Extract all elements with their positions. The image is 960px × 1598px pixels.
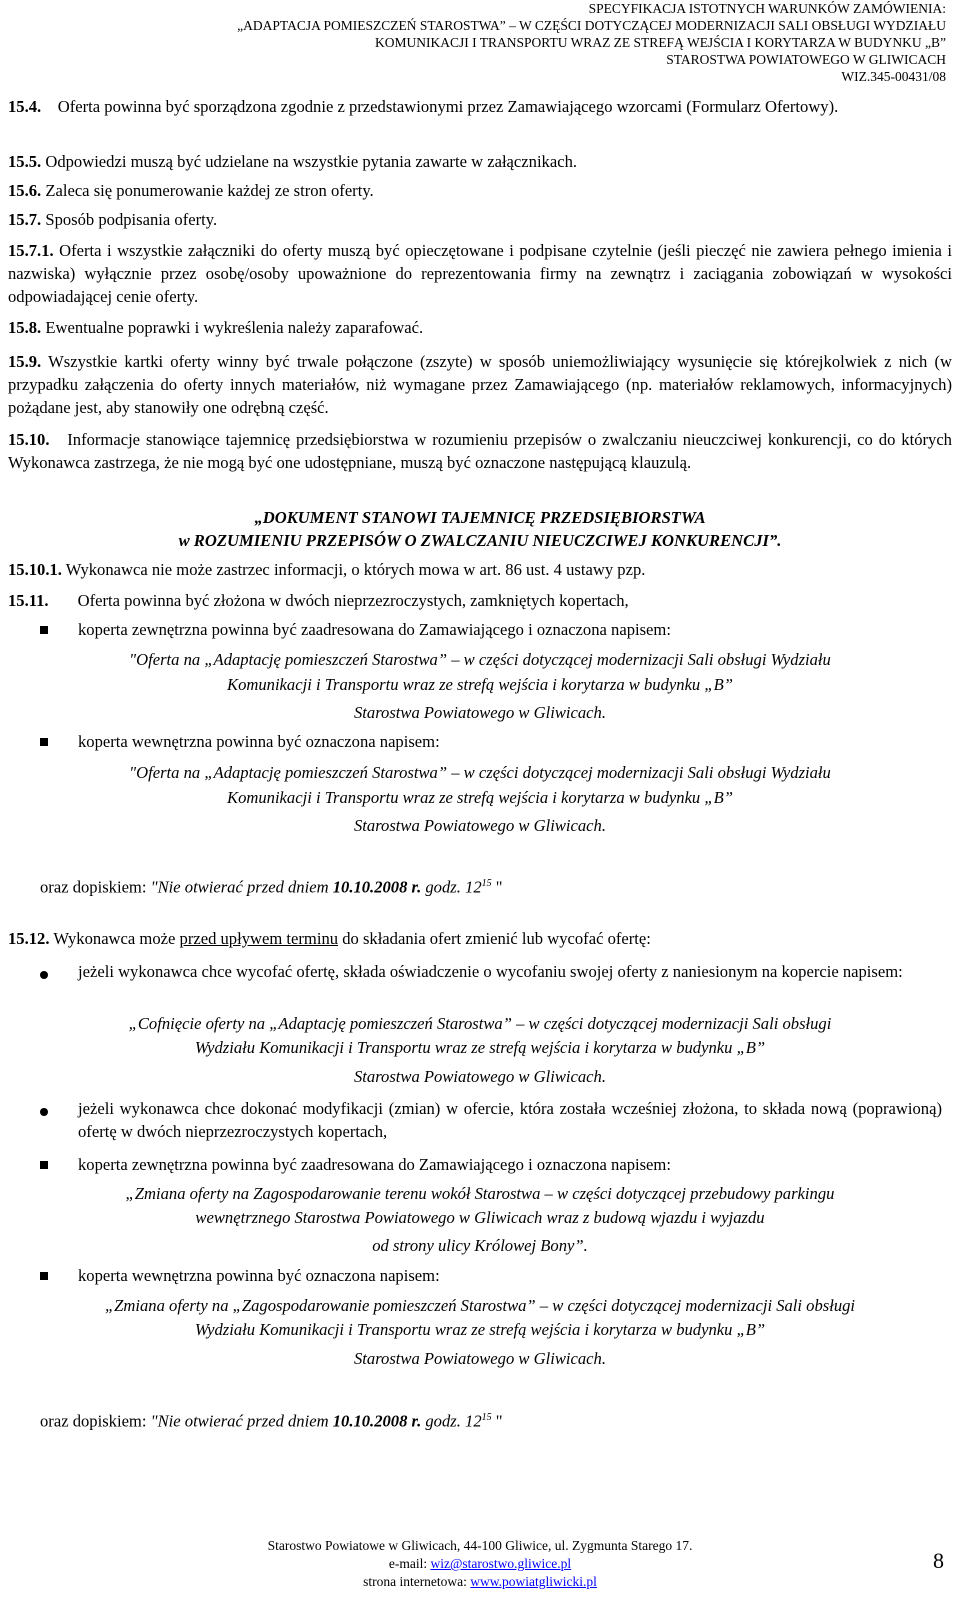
header-line-2: „ADAPTACJA POMIESZCZEŃ STAROSTWA” – W CZĘŚCI DOTYCZĄCEJ MODERNIZACJI SALI OBSŁUGI WYDZIAŁU xyxy=(237,18,946,33)
outer-envelope-line-1: "Oferta na „Adaptację pomieszczeń Starostwa” – w części dotyczącej modernizacji Sali obsługi Wydziału xyxy=(129,650,831,669)
withdraw-label-line-3: Starostwa Powiatowego w Gliwicach. xyxy=(354,1067,606,1086)
section-text: Informacje stanowiące tajemnicę przedsiębiorstwa w rozumieniu przepisów o zwalczaniu nieuczciwej konkurencji, co do których Wykonawca zastrzega, że nie mogą być one udostępniane, muszą być oznaczone następującą klauzulą. xyxy=(8,430,952,472)
section-number: 15.4. xyxy=(8,97,42,116)
modify-offer-item: jeżeli wykonawca chce dokonać modyfikacji (zmian) w ofercie, która została wcześniej złożona, to składa nową (poprawioną) ofertę w dwóch nieprzezroczystych kopertach, xyxy=(78,1099,942,1141)
section-number: 15.7.1. xyxy=(8,241,54,260)
section-number: 15.5. xyxy=(8,152,42,171)
note-prefix: oraz dopiskiem: xyxy=(40,1411,151,1431)
modify-inner-line-1: „Zmiana oferty na „Zagospodarowanie pomieszczeń Starostwa” – w części dotyczącej modernizacji Sali obsługi xyxy=(104,1296,856,1315)
footer-email-link[interactable]: wiz@starostwo.gliwice.pl xyxy=(430,1556,572,1571)
footer-address: Starostwo Powiatowe w Gliwicach, 44-100 Gliwice, ul. Zygmunta Starego 17. xyxy=(267,1538,693,1553)
outer-envelope-label: koperta zewnętrzna powinna być zaadresowana do Zamawiającego i oznaczona napisem: xyxy=(78,620,671,639)
section-15-6 xyxy=(8,179,952,202)
note-end: " xyxy=(491,1411,503,1431)
square-bullet-icon xyxy=(40,1161,48,1169)
note-time: godz. 12 xyxy=(421,1411,482,1431)
header-line-4: STAROSTWA POWIATOWEGO W GLIWICACH xyxy=(666,52,946,67)
section-15-10 xyxy=(8,428,952,474)
section-15-7 xyxy=(8,208,952,231)
section-text: Zaleca się ponumerowanie każdej ze stron oferty. xyxy=(45,181,374,200)
section-15-7-1 xyxy=(8,239,952,308)
section-number: 15.10. xyxy=(8,430,50,449)
header-line-3: KOMUNIKACJI I TRANSPORTU WRAZ ZE STREFĄ WEJŚCIA I KORYTARZA W BUDYNKU „B” xyxy=(374,35,946,50)
section-text: Ewentualne poprawki i wykreślenia należy zaparafować. xyxy=(45,318,424,337)
modify-inner-line-2: Wydziału Komunikacji i Transportu wraz ze strefą wejścia i korytarza w budynku „B” xyxy=(194,1320,766,1339)
modify-outer-line-2: wewnętrznego Starostwa Powiatowego w Gliwicach wraz z budową wjazdu i wyjazdu xyxy=(195,1208,765,1227)
section-text: Wykonawca może xyxy=(53,929,180,948)
section-number: 15.7. xyxy=(8,210,42,229)
note-date: 10.10.2008 r. xyxy=(332,877,422,897)
footer-web-link[interactable]: www.powiatgliwicki.pl xyxy=(470,1574,597,1589)
section-text: Odpowiedzi muszą być udzielane na wszystkie pytania zawarte w załącznikach. xyxy=(45,152,578,171)
section-text: Oferta i wszystkie załączniki do oferty muszą być opieczętowane i podpisane czytelnie (jeśli pieczęć nie zawiera pełnego imienia i nazwiska) wyłącznie przez osobę/osoby upoważnione do reprezentowania firmy na zewnątrz i zaciągania zobowiązań w wysokości odpowiadającej cenie oferty. xyxy=(8,241,952,306)
note-do-not-open-1 xyxy=(40,872,952,899)
section-text: Oferta powinna być sporządzona zgodnie z przedstawionymi przez Zamawiającego wzorcami (Formularz Ofertowy). xyxy=(57,97,839,116)
withdraw-label-line-1: „Cofnięcie oferty na „Adaptację pomieszczeń Starostwa” – w części dotyczącej modernizacji Sali obsługi xyxy=(128,1014,832,1033)
footer-email-line xyxy=(0,1556,960,1572)
header-line-5: WIZ.345-00431/08 xyxy=(841,69,946,84)
section-15-8 xyxy=(8,316,952,339)
section-text: Wszystkie kartki oferty winny być trwale połączone (zszyte) w sposób uniemożliwiający wysunięcie się którejkolwiek z nich (w przypadku załączenia do oferty innych materiałów, niż wymagane przez Zamawiającego (np. materiałów reklamowych, informacyjnych) pożądane jest, aby stanowiły one odrębną część. xyxy=(8,352,952,417)
inner-envelope-line-3: Starostwa Powiatowego w Gliwicach. xyxy=(354,816,606,835)
note-quote: "Nie otwierać przed dniem xyxy=(150,1411,333,1431)
bullet-icon xyxy=(40,1108,48,1116)
inner-envelope-line-2: Komunikacji i Transportu wraz ze strefą wejścia i korytarza w budynku „B” xyxy=(227,788,733,807)
bullet-icon xyxy=(40,971,48,979)
modify-outer-line-3: od strony ulicy Królowej Bony”. xyxy=(372,1236,588,1255)
section-text: Sposób podpisania oferty. xyxy=(45,210,218,229)
section-15-9 xyxy=(8,350,952,419)
section-15-10-1 xyxy=(8,558,952,581)
modify-outer-envelope-label: koperta zewnętrzna powinna być zaadresowana do Zamawiającego i oznaczona napisem: xyxy=(78,1155,671,1174)
page-number: 8 xyxy=(933,1548,944,1573)
modify-outer-line-1: „Zmiana oferty na Zagospodarowanie terenu wokół Starostwa – w części dotyczącej przebudowy parkingu xyxy=(125,1184,835,1203)
section-number: 15.12. xyxy=(8,929,50,948)
inner-envelope-label: koperta wewnętrzna powinna być oznaczona napisem: xyxy=(78,732,440,751)
section-number: 15.11. xyxy=(8,591,49,610)
underlined-text: przed upływem terminu xyxy=(179,929,339,948)
note-prefix: oraz dopiskiem: xyxy=(40,877,151,897)
section-text: Oferta powinna być złożona w dwóch nieprzezroczystych, zamkniętych kopertach, xyxy=(77,591,629,610)
outer-envelope-line-2: Komunikacji i Transportu wraz ze strefą wejścia i korytarza w budynku „B” xyxy=(227,675,733,694)
note-time: godz. 12 xyxy=(421,877,482,897)
section-number: 15.6. xyxy=(8,181,42,200)
modify-inner-line-3: Starostwa Powiatowego w Gliwicach. xyxy=(354,1349,606,1368)
header-line-1: SPECYFIKACJA ISTOTNYCH WARUNKÓW ZAMÓWIENIA: xyxy=(588,1,946,16)
footer-email-label: e-mail: xyxy=(388,1556,431,1571)
footer-web-line xyxy=(0,1574,960,1590)
section-15-4 xyxy=(8,95,952,118)
square-bullet-icon xyxy=(40,1272,48,1280)
section-15-11 xyxy=(8,589,952,612)
note-end: " xyxy=(491,877,503,897)
section-number: 15.9. xyxy=(8,352,42,371)
section-number: 15.10.1. xyxy=(8,560,62,579)
square-bullet-icon xyxy=(40,738,48,746)
section-number: 15.8. xyxy=(8,318,42,337)
note-quote: "Nie otwierać przed dniem xyxy=(150,877,333,897)
confidentiality-clause-line-2: w ROZUMIENIU PRZEPISÓW O ZWALCZANIU NIEUCZCIWEJ KONKURENCJI”. xyxy=(178,531,782,550)
section-text: Wykonawca nie może zastrzec informacji, o których mowa w art. 86 ust. 4 ustawy pzp. xyxy=(65,560,646,579)
section-15-12 xyxy=(8,927,952,950)
section-15-5 xyxy=(8,150,952,173)
square-bullet-icon xyxy=(40,626,48,634)
section-text-end: do składania ofert zmienić lub wycofać ofertę: xyxy=(338,929,651,948)
note-do-not-open-2 xyxy=(40,1406,952,1433)
footer-web-label: strona internetowa: xyxy=(363,1574,471,1589)
outer-envelope-line-3: Starostwa Powiatowego w Gliwicach. xyxy=(354,703,606,722)
note-date: 10.10.2008 r. xyxy=(332,1411,422,1431)
note-time-sup: 15 xyxy=(481,878,492,889)
withdraw-label-line-2: Wydziału Komunikacji i Transportu wraz ze strefą wejścia i korytarza w budynku „B” xyxy=(194,1038,766,1057)
inner-envelope-line-1: "Oferta na „Adaptację pomieszczeń Starostwa” – w części dotyczącej modernizacji Sali obsługi Wydziału xyxy=(129,763,831,782)
note-time-sup: 15 xyxy=(481,1412,492,1423)
withdraw-offer-item: jeżeli wykonawca chce wycofać ofertę, składa oświadczenie o wycofaniu swojej oferty z naniesionym na kopercie napisem: xyxy=(78,962,903,981)
confidentiality-clause-line-1: „DOKUMENT STANOWI TAJEMNICĘ PRZEDSIĘBIORSTWA xyxy=(254,508,706,527)
page-header xyxy=(237,0,946,85)
modify-inner-envelope-label: koperta wewnętrzna powinna być oznaczona napisem: xyxy=(78,1266,440,1285)
